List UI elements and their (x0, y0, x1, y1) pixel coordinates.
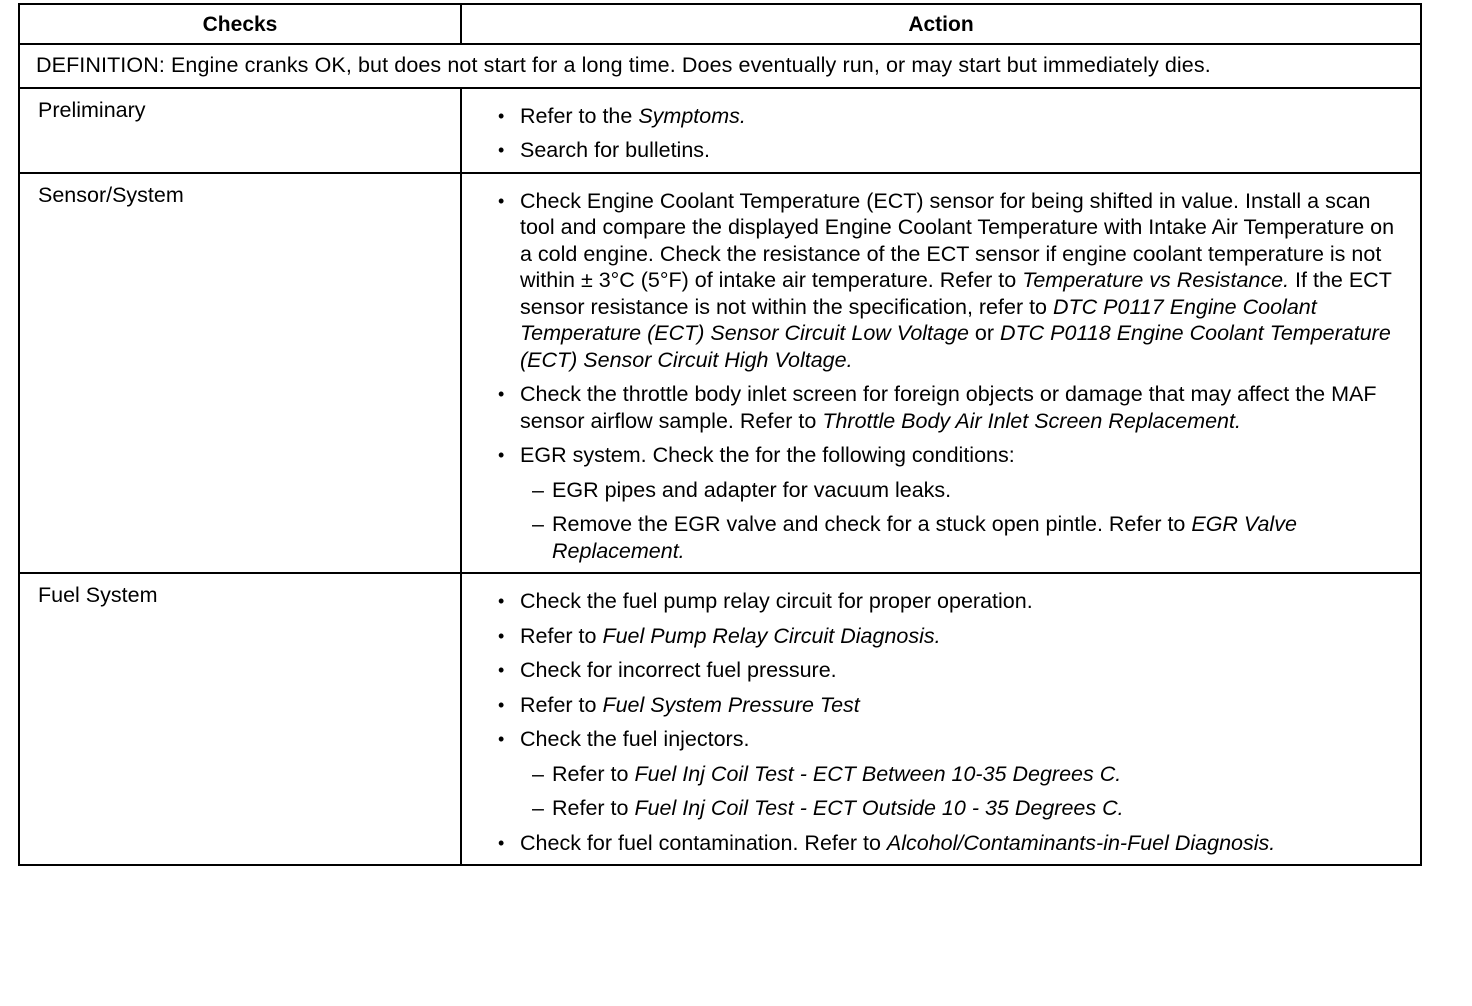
reference-text: Temperature vs Resistance. (1022, 268, 1290, 292)
bullet-icon: • (498, 140, 505, 160)
action-list (498, 588, 1400, 856)
list-item (498, 137, 1400, 164)
diagnostic-sheet (18, 3, 1420, 866)
sub-list-item (532, 477, 1400, 504)
bullet-icon: • (498, 105, 505, 126)
action-text: Check the fuel pump relay circuit for proper operation. (520, 589, 1033, 613)
sub-list-item (532, 761, 1400, 788)
action-text: Check the throttle body inlet screen for foreign objects or damage that may affect the MAF sensor airflow sample. Refer to (520, 382, 1377, 433)
bullet-icon: • (498, 190, 505, 211)
reference-text: DTC P0118 Engine Coolant Temperature (ECT) Sensor Circuit High Voltage. (520, 321, 1391, 372)
check-sensor-system: Sensor/System (19, 173, 461, 574)
action-cell-preliminary (461, 88, 1421, 173)
dash-icon: – (532, 761, 544, 786)
header-row (19, 4, 1421, 44)
diagnostic-table (18, 3, 1422, 866)
action-text: Refer to the (520, 103, 639, 128)
action-text: EGR system. Check the for the following conditions: (520, 443, 1015, 467)
action-text: Search for bulletins. (520, 138, 711, 162)
action-text: Check for incorrect fuel pressure. (520, 658, 837, 682)
definition-text: DEFINITION: Engine cranks OK, but does not start for a long time. Does eventually run, or may start but immediately dies. (19, 44, 1421, 88)
definition-row (19, 44, 1421, 88)
reference-text: Fuel System Pressure Test (602, 692, 860, 717)
action-text: If the ECT sensor resistance is not within the specification, refer to (520, 268, 1392, 319)
sub-list (532, 761, 1400, 822)
list-item (498, 726, 1400, 822)
action-text: Remove the EGR valve and check for a stuck open pintle. Refer to (552, 512, 1192, 536)
bullet-icon: • (498, 694, 505, 715)
action-text: Refer to (520, 623, 603, 648)
table-row-fuel-system (19, 573, 1421, 865)
action-text: Check the fuel injectors. (520, 727, 750, 751)
action-text: Check Engine Coolant Temperature (ECT) sensor for being shifted in value. Install a scan tool and compare the displayed Engine Coolant Temperature with Intake Air Temperature on a cold engine. Check the resistance of the ECT sensor if engine coolant temperature is not within ± 3°C (5°F) of intake air temperature. Refer to (520, 188, 1395, 292)
action-list (498, 188, 1400, 565)
reference-text: EGR Valve Replacement. (552, 512, 1297, 563)
action-text: Check for fuel contamination. Refer to (520, 830, 887, 855)
bullet-icon: • (498, 445, 505, 465)
bullet-icon: • (498, 729, 505, 749)
action-cell-fuel-system (461, 573, 1421, 865)
sub-list-item (532, 795, 1400, 822)
header-checks: Checks (19, 4, 461, 44)
action-text: or (968, 321, 1000, 345)
check-fuel-system: Fuel System (19, 573, 461, 865)
reference-text: Alcohol/Contaminants-in-Fuel Diagnosis. (886, 830, 1276, 855)
bullet-icon: • (498, 625, 505, 646)
dash-icon: – (532, 796, 544, 820)
list-item (498, 830, 1400, 857)
reference-text: Symptoms. (638, 103, 746, 128)
reference-text: Fuel Inj Coil Test - ECT Between 10-35 Degrees C. (634, 761, 1122, 786)
action-text: Refer to (552, 761, 635, 786)
bullet-icon: • (498, 832, 505, 853)
action-text: EGR pipes and adapter for vacuum leaks. (552, 477, 952, 502)
dash-icon: – (532, 512, 544, 536)
table-row-sensor-system (19, 173, 1421, 574)
reference-text: Fuel Inj Coil Test - ECT Outside 10 - 35 Degrees C. (634, 796, 1124, 820)
action-text: Refer to (552, 796, 635, 820)
bullet-icon: • (498, 591, 505, 611)
list-item (498, 692, 1400, 719)
header-action: Action (461, 4, 1421, 44)
action-cell-sensor-system (461, 173, 1421, 574)
action-list (498, 103, 1400, 164)
dash-icon: – (532, 477, 544, 502)
list-item (498, 381, 1400, 434)
bullet-icon: • (498, 660, 505, 680)
list-item (498, 103, 1400, 130)
reference-text: Fuel Pump Relay Circuit Diagnosis. (602, 623, 941, 648)
list-item (498, 657, 1400, 684)
sub-list (532, 477, 1400, 565)
list-item (498, 588, 1400, 615)
sub-list-item (532, 511, 1400, 564)
reference-text: DTC P0117 Engine Coolant Temperature (ECT) Sensor Circuit Low Voltage (520, 294, 1317, 345)
list-item (498, 623, 1400, 650)
check-preliminary: Preliminary (19, 88, 461, 173)
action-text: Refer to (520, 692, 603, 717)
reference-text: Throttle Body Air Inlet Screen Replacement. (822, 408, 1241, 433)
bullet-icon: • (498, 384, 505, 404)
list-item (498, 442, 1400, 564)
list-item (498, 188, 1400, 374)
table-row-preliminary (19, 88, 1421, 173)
